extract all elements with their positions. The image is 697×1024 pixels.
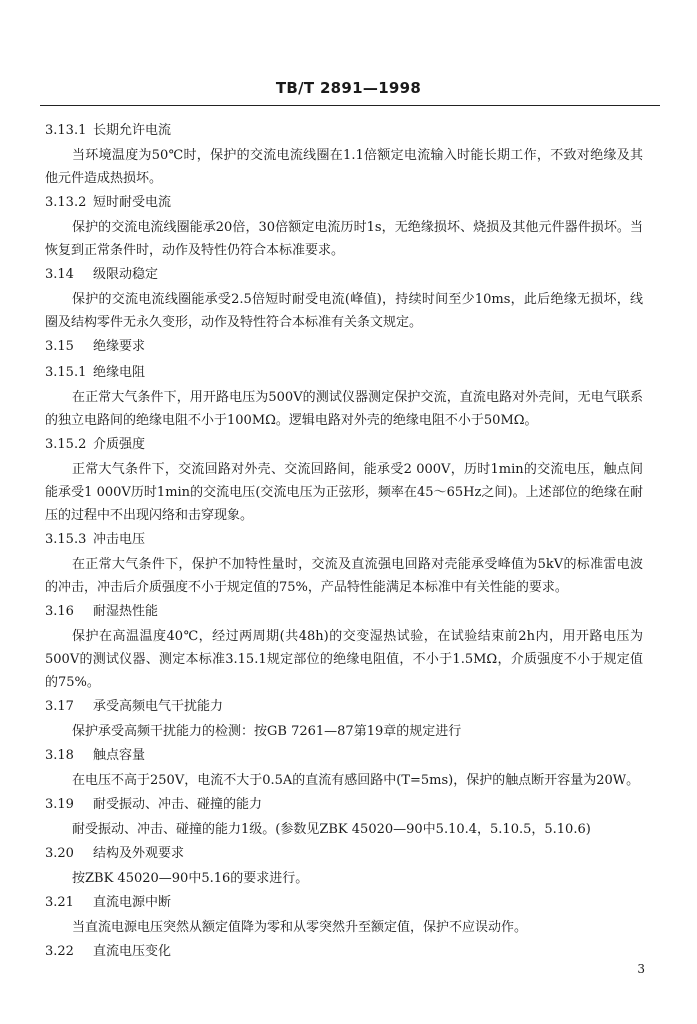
header-rule bbox=[40, 105, 660, 106]
section-heading bbox=[45, 841, 643, 867]
section-heading bbox=[45, 118, 643, 144]
document-header: TB/T 2891—1998 bbox=[275, 79, 422, 97]
section-number: 3.13.1 bbox=[45, 123, 87, 138]
section-title: 绝缘电阻 bbox=[93, 365, 146, 380]
section-body: 当直流电源电压突然从额定值降为零和从零突然升至额定值，保护不应误动作。 bbox=[72, 920, 528, 935]
section-number: 3.16 bbox=[45, 604, 74, 619]
section-heading bbox=[45, 190, 643, 216]
section-title: 长期允许电流 bbox=[93, 123, 172, 138]
section-heading bbox=[45, 792, 643, 818]
section-body: 在电压不高于250V，电流不大于0.5A的直流有感回路中(T=5ms)，保护的触点断开容量为20W。 bbox=[72, 773, 640, 788]
section bbox=[45, 190, 643, 262]
section-title: 直流电压变化 bbox=[93, 944, 172, 959]
section-number: 3.20 bbox=[45, 846, 74, 861]
section-title: 耐受振动、冲击、碰撞的能力 bbox=[93, 797, 263, 812]
section-title: 触点容量 bbox=[93, 748, 146, 763]
section-title: 绝缘要求 bbox=[93, 339, 146, 354]
section bbox=[45, 694, 643, 743]
section bbox=[45, 890, 643, 939]
section-number: 3.19 bbox=[45, 797, 74, 812]
section bbox=[45, 743, 643, 792]
section bbox=[45, 360, 643, 432]
section-number: 3.15 bbox=[45, 339, 74, 354]
section-title: 短时耐受电流 bbox=[93, 195, 172, 210]
section bbox=[45, 792, 643, 841]
section-number: 3.15.2 bbox=[45, 437, 87, 452]
section-number: 3.22 bbox=[45, 944, 74, 959]
section-number: 3.15.3 bbox=[45, 532, 87, 547]
section-heading bbox=[45, 743, 643, 769]
section bbox=[45, 939, 643, 965]
section bbox=[45, 432, 643, 527]
section-heading bbox=[45, 334, 643, 360]
section bbox=[45, 334, 643, 360]
page-number: 3 bbox=[637, 962, 645, 976]
section-title: 介质强度 bbox=[93, 437, 146, 452]
section-title: 承受高频电气干扰能力 bbox=[93, 699, 224, 714]
section bbox=[45, 118, 643, 190]
section-title: 直流电源中断 bbox=[93, 895, 172, 910]
section-body: 按ZBK 45020—90中5.16的要求进行。 bbox=[72, 871, 309, 886]
section-heading bbox=[45, 360, 643, 386]
section-title: 级限动稳定 bbox=[93, 267, 159, 282]
section-body: 耐受振动、冲击、碰撞的能力1级。(参数见ZBK 45020—90中5.10.4，5.10.5，5.10.6) bbox=[72, 822, 591, 837]
section-body: 在正常大气条件下，保护不加特性量时，交流及直流强电回路对壳能承受峰值为5kV的标准雷电波的冲击，冲击后介质强度不小于规定值的75%，产品特性能满足本标准中有关性能的要求。 bbox=[45, 557, 643, 595]
section-title: 冲击电压 bbox=[93, 532, 146, 547]
section-body: 保护的交流电流线圈能承受2.5倍短时耐受电流(峰值)，持续时间至少10ms，此后绝缘无损坏，线圈及结构零件无永久变形，动作及特性符合本标准有关条文规定。 bbox=[45, 292, 643, 330]
section-body: 在正常大气条件下，用开路电压为500V的测试仪器测定保护交流，直流电路对外壳间，无电气联系的独立电路间的绝缘电阻不小于100MΩ。逻辑电路对外壳的绝缘电阻不小于50MΩ。 bbox=[45, 390, 643, 428]
section-heading bbox=[45, 262, 643, 288]
section-heading bbox=[45, 939, 643, 965]
section bbox=[45, 527, 643, 599]
section bbox=[45, 262, 643, 334]
section-number: 3.15.1 bbox=[45, 365, 87, 380]
section-heading bbox=[45, 432, 643, 458]
section-number: 3.13.2 bbox=[45, 195, 87, 210]
section-title: 耐湿热性能 bbox=[93, 604, 159, 619]
section bbox=[45, 841, 643, 890]
section-heading bbox=[45, 890, 643, 916]
section-body: 当环境温度为50℃时，保护的交流电流线圈在1.1倍额定电流输入时能长期工作，不致对绝缘及其他元件造成热损坏。 bbox=[45, 148, 643, 186]
section-body: 保护承受高频干扰能力的检测：按GB 7261—87第19章的规定进行 bbox=[72, 724, 462, 739]
section-body: 正常大气条件下，交流回路对外壳、交流回路间，能承受2 000V，历时1min的交流电压，触点间能承受1 000V历时1min的交流电压(交流电压为正弦形，频率在45～65Hz之间)。上述部位的绝缘在耐压的过程中不出现闪络和击穿现象。 bbox=[45, 462, 643, 523]
section-number: 3.18 bbox=[45, 748, 74, 763]
document-body bbox=[45, 118, 643, 965]
section-number: 3.14 bbox=[45, 267, 74, 282]
section-number: 3.17 bbox=[45, 699, 74, 714]
section-title: 结构及外观要求 bbox=[93, 846, 185, 861]
section-heading bbox=[45, 599, 643, 625]
section bbox=[45, 599, 643, 694]
section-body: 保护在高温温度40℃，经过两周期(共48h)的交变湿热试验，在试验结束前2h内，用开路电压为500V的测试仪器、测定本标准3.15.1规定部位的绝缘电阻值，不小于1.5MΩ，介质强度不小于规定值的75%。 bbox=[45, 629, 643, 690]
section-number: 3.21 bbox=[45, 895, 74, 910]
section-heading bbox=[45, 527, 643, 553]
section-body: 保护的交流电流线圈能承20倍，30倍额定电流历时1s，无绝缘损坏、烧损及其他元件器件损坏。当恢复到正常条件时，动作及特性仍符合本标准要求。 bbox=[45, 220, 643, 258]
section-heading bbox=[45, 694, 643, 720]
